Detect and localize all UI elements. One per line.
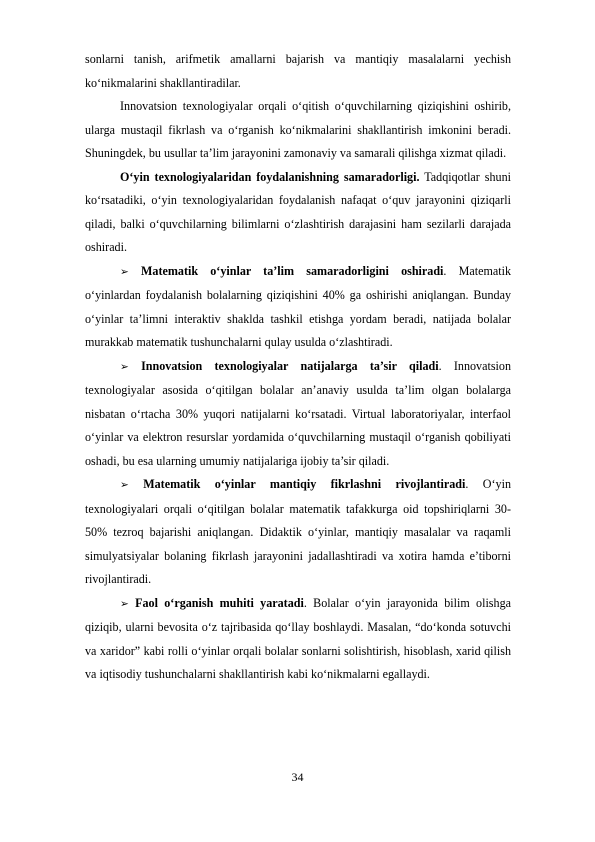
- arrow-bullet-icon: ➢: [120, 598, 129, 610]
- bullet-item: [85, 473, 511, 592]
- bullet-text: . O‘yin texnologiyalari orqali o‘qitilgan bolalar matematik tafakkurga oid topshiriqlarni 30-50% tezroq bajarishi aniqlangan. Didaktik o‘yinlar, mantiqiy masalalar va raqamli simulyatsiyalar bolaning fikrlash jarayonini jadallashtiradi va xotira hamda e’tiborni rivojlantiradi.: [85, 477, 511, 586]
- bullet-item: [85, 592, 511, 687]
- bullet-text: . Bolalar o‘yin jarayonida bilim olishga qiziqib, ularni bevosita o‘z tajribasida qo‘llay boshlaydi. Masalan, “do‘konda sotuvchi va xaridor” kabi rolli o‘yinlar orqali bolalar sonlarni solishtirish, hisoblash, xarid qilish va iqtisodiy tushunchalarni shakllantirish kabi ko‘nikmalarni egallaydi.: [85, 595, 511, 681]
- bullet-heading: Matematik o‘yinlar mantiqiy fikrlashni rivojlantiradi: [143, 477, 466, 491]
- paragraph-continuation: [85, 48, 511, 95]
- bullet-heading: Faol o‘rganish muhiti yaratadi: [135, 595, 304, 610]
- bullet-item: [85, 355, 511, 474]
- body-text: [85, 48, 511, 687]
- bullet-text: . Innovatsion texnologiyalar asosida o‘qitilgan bolalar an’anaviy usulda ta’lim olgan bolalarga nisbatan o‘rtacha 30% yuqori natijalarni ko‘rsatadi. Virtual laboratoriyalar, interfaol o‘yinlar va elektron resurslar yordamida o‘quvchilarning mustaqil o‘rganish qobiliyati oshadi, bu esa ularning umumiy natijalariga ijobiy ta’sir qiladi.: [85, 358, 511, 468]
- paragraph-text: sonlarni tanish, arifmetik amallarni bajarish va mantiqiy masalalarni yechish ko‘nikmalarini shakllantiradilar.: [85, 52, 511, 90]
- paragraph-text: Tadqiqotlar shuni ko‘rsatadiki, o‘yin texnologiyalaridan foydalanish nafaqat o‘quv jarayonini qiziqarli qiladi, balki o‘quvchilarning bilimlarni o‘zlashtirish darajasini ham sezilarli darajada oshiradi.: [85, 169, 512, 254]
- arrow-bullet-icon: ➢: [120, 361, 129, 373]
- arrow-bullet-icon: ➢: [120, 480, 129, 491]
- paragraph-effectiveness: [85, 166, 511, 260]
- arrow-bullet-icon: ➢: [120, 266, 129, 278]
- paragraph-innovations: [85, 95, 511, 166]
- bullet-heading: Matematik o‘yinlar ta’lim samaradorligini oshiradi: [140, 263, 444, 278]
- paragraph-text: Innovatsion texnologiyalar orqali o‘qitish o‘quvchilarning qiziqishini oshirib, ularga mustaqil fikrlash va o‘rganish ko‘nikmalarini shakllantirish imkonini beradi. Shuningdek, bu usullar ta’lim jarayonini zamonaviy va samarali qilishga xizmat qiladi.: [85, 99, 511, 160]
- bullet-item: [85, 260, 511, 355]
- page-number: 34: [291, 770, 304, 784]
- section-heading: O‘yin texnologiyalaridan foydalanishning samaradorligi.: [120, 169, 420, 184]
- bullet-heading: Innovatsion texnologiyalar natijalarga ta’sir qiladi: [141, 358, 439, 373]
- bullet-text: . Matematik o‘yinlardan foydalanish bolalarning qiziqishini 40% ga oshirishi aniqlangan. Bunday o‘yinlar ta’limni interaktiv shaklda tashkil etishga yordam beradi, natijada bolalar murakkab matematik tushunchalarni qulay usulda o‘zlashtiradi.: [85, 263, 511, 349]
